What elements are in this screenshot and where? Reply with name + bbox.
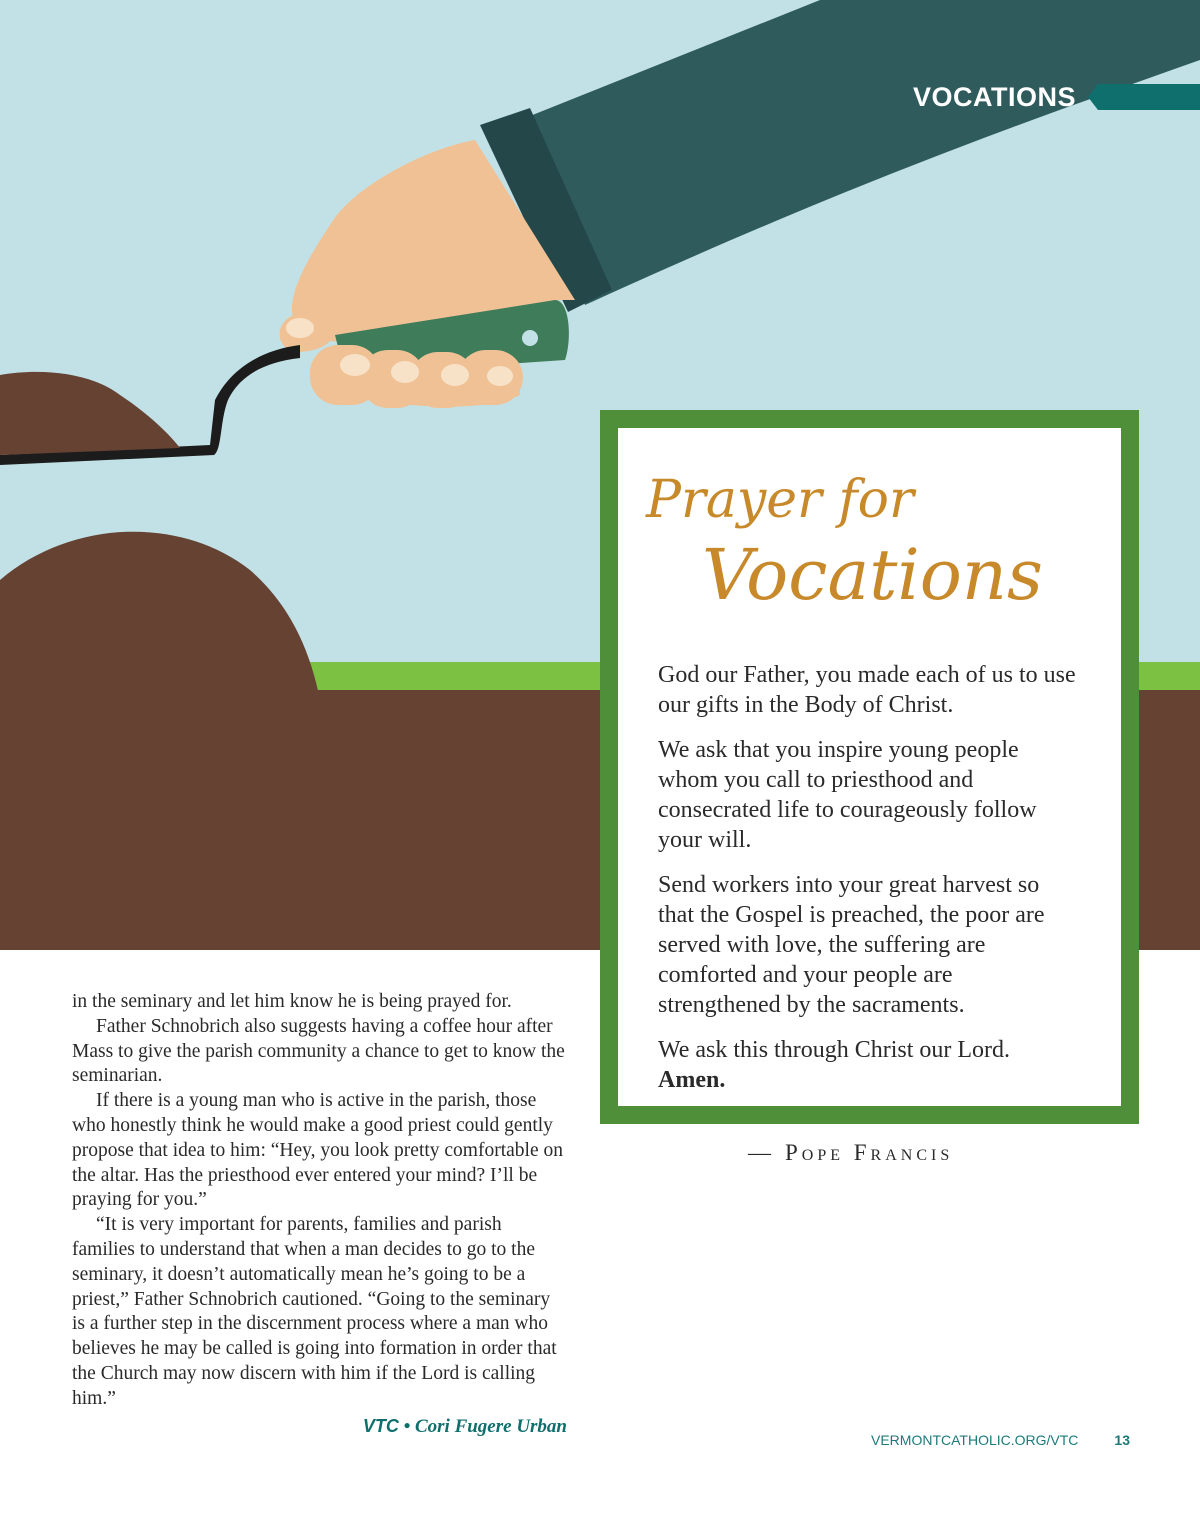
prayer-paragraph: God our Father, you made each of us to use our gifts in the Body of Christ.: [658, 662, 1076, 718]
prayer-box: [600, 410, 1139, 1165]
article-paragraph: If there is a young man who is active in the parish, those who honestly think he would make a good priest could gently propose that idea to him: “Hey, you look pretty comfortable on the altar. Has the priesthood ever entered your mind? I’ll be praying for you.”: [72, 1090, 563, 1211]
prayer-paragraph: We ask that you inspire young people whom you call to priesthood and consecrated life to courageously follow your will.: [658, 737, 1037, 853]
prayer-title-line1: Prayer for: [646, 470, 914, 530]
prayer-amen: Amen.: [658, 1067, 726, 1093]
attribution-dash: —: [748, 1140, 771, 1165]
article-paragraph: “It is very important for parents, families and parish families to understand that when a man decides to go to the seminary, it doesn’t automatically mean he’s going to be a priest,” Father Schnobrich cautioned. “Going to the seminary is a further step in the discernment process where a man who believes he may be called is going into formation in order that the Church may now discern with him if the Lord is calling him.”: [72, 1214, 557, 1409]
section-tag-arrow-icon: [1088, 84, 1200, 110]
article-paragraph: in the seminary and let him know he is being prayed for.: [72, 991, 512, 1012]
prayer-paragraph-last: [658, 1035, 1078, 1095]
byline-separator: •: [403, 1415, 411, 1437]
section-tag-label: VOCATIONS: [912, 81, 1076, 112]
prayer-attribution: [748, 1140, 1128, 1166]
page-number: 13: [1114, 1432, 1130, 1448]
page-footer: [871, 1432, 1130, 1448]
byline-author: Cori Fugere Urban: [414, 1415, 567, 1437]
section-tag: [913, 80, 1200, 114]
byline-publication: VTC: [362, 1415, 399, 1436]
article-paragraph: Father Schnobrich also suggests having a coffee hour after Mass to give the parish community a chance to get to know the seminarian.: [72, 1015, 565, 1087]
prayer-body: [658, 660, 1078, 1095]
attribution-name: Pope Francis: [785, 1140, 954, 1165]
article-body: [72, 990, 567, 1439]
byline: [72, 1414, 567, 1440]
prayer-paragraph-text: We ask this through Christ our Lord.: [658, 1037, 1011, 1063]
prayer-paragraph: Send workers into your great harvest so that the Gospel is preached, the poor are served with love, the suffering are comforted and your people are strengthened by the sacraments.: [658, 872, 1045, 1018]
footer-url: VERMONTCATHOLIC.ORG/VTC: [871, 1432, 1079, 1448]
prayer-title-line2: Vocations: [702, 534, 1043, 616]
